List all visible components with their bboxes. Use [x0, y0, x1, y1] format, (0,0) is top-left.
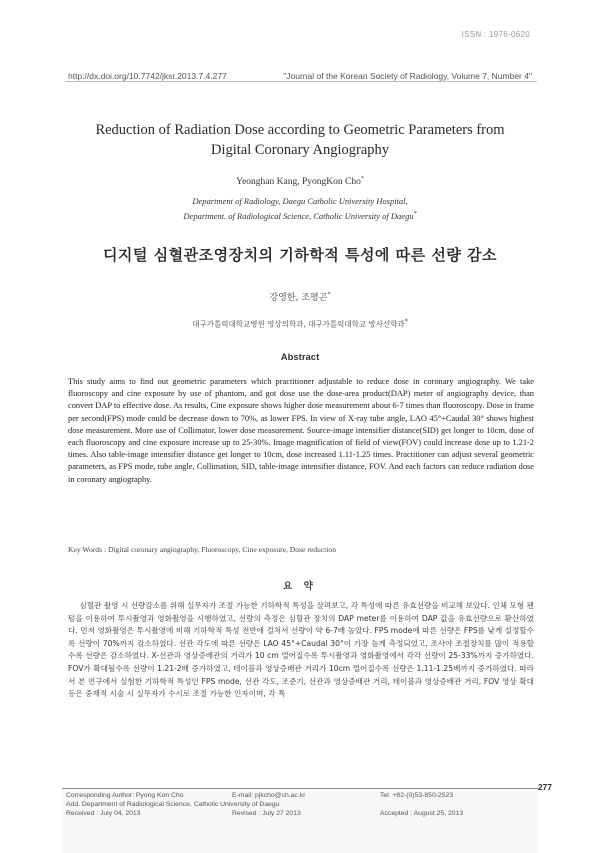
footer-tel: Tel: +82-(0)53-850-2523 [380, 792, 454, 799]
authors-names: Yeonghan Kang, PyongKon Cho [236, 177, 361, 188]
authors [40, 176, 560, 187]
affiliation-mark: * [413, 211, 417, 217]
affiliations [40, 195, 560, 223]
footer-box [62, 788, 538, 853]
korean-authors [40, 290, 560, 303]
title-line-2: Digital Coronary Angiography [210, 142, 389, 158]
footer-accepted: Accepted : August 25, 2013 [380, 810, 464, 817]
abstract-heading: Abstract [280, 352, 320, 363]
korean-affiliations-text: 대구가톨릭대학교병원 영상의학과, 대구가톨릭대학교 방사선학과 [192, 319, 405, 329]
footer-received: Received : July 04, 2013 [66, 810, 141, 817]
paper-title [40, 120, 560, 160]
korean-authors-mark: * [327, 291, 331, 298]
affiliation-line-1: Department of Radiology, Daegu Catholic University Hospital, [192, 196, 408, 206]
korean-affiliations-mark: * [404, 318, 408, 325]
footer-address: Add. Department of Radiological Science, Catholic University of Daegu [66, 801, 280, 808]
footer-corresponding: Corresponding Author: Pyong Kon Cho [66, 792, 184, 799]
title-line-1: Reduction of Radiation Dose according to Geometric Parameters from [95, 122, 505, 138]
footer-email: E-mail: pjkcho@ch.ac.kr [232, 792, 306, 799]
journal-name: "Journal of the Korean Society of Radiology, Volume 7, Number 4" [283, 71, 532, 81]
korean-authors-names: 강영한, 조평곤 [269, 293, 328, 303]
affiliation-line-2: Department. of Radiological Science, Catholic University of Daegu [183, 210, 414, 221]
abstract-body: This study aims to find out geometric parameters which practitioner adjustable to reduce dose in coronary angiography. We take fluoroscopy and cine exposure by use of phantom, and got dose use the dose-area product(DAP) meter of angiography device, than convert DAP to effective dose. As results, Cine exposure shows higher dose measurement about 6-7 times than fluoroscopy. Dose in frame per second(FPS) mode could be decrease down to 70%, as lower FPS. In view of X-ray tube angle, LAO 45°+Caudal 30° shows highest dose measurement. More use of Collimator, lower dose measurement. Source-image intensifier distance(SID) get longer to 10cm, dose of each fluoroscopy and cine exposure increase up to 25-30%. Image magnification of field of view(FOV) could increase dose up to 1.21-2 times. Also table-image intensifier distance get longer to 10cm, dose increased 1.11-1.25 times. Practitioner can adjust several geometric parameters, as FPS mode, tube angle, Collimation, SID, table-image intensifier distance, FOV. And each factors can reduce radiation dose in coronary angiography. [68, 377, 534, 484]
keywords: Key Words : Digital coronary angiography, Fluoroscopy, Cine exposure, Dose reduction [68, 545, 336, 554]
korean-affiliations [40, 318, 560, 330]
doi-link[interactable]: http://dx.doi.org/10.7742/jksr.2013.7.4.277 [68, 71, 227, 81]
header-divider [65, 81, 537, 82]
issn-label: ISSN : 1976-0620 [461, 30, 530, 39]
korean-title: 디지털 심혈관조영장치의 기하학적 특성에 따른 선량 감소 [102, 246, 498, 264]
footer-revised: Revised : July 27 2013 [232, 810, 301, 817]
authors-mark: * [360, 176, 364, 182]
page-number: 277 [537, 782, 552, 792]
korean-abstract-heading: 요 약 [283, 581, 317, 592]
korean-abstract-body: 심혈관 촬영 시 선량감소를 위해 실무자가 조절 가능한 기하학적 특성을 살펴보고, 각 특성에 따른 유효선량을 비교해 보았다. 인체 모형 팬텀을 이용하여 투시촬영과 영화촬영을 시행하였고, 선량의 측정은 심혈관 장치의 DAP meter를 이용하여 DAP 값을 유효선량으로 환산하였다. 먼저 영화촬영은 투시촬영에 비해 기하학적 특성 전반에 걸쳐서 선량이 약 6-7배 높았다. FPS mode에 따른 선량은 FPS를 낮게 설정할수록 선량이 70%까지 감소하였다. 선관 각도에 따른 선량은 LAO 45°+Caudal 30°이 가장 높게 측정되었고, 조사야 조절장치를 많이 적용할수록 선량은 감소하였다. X-선관과 영상증배관의 거리가 10 cm 멀어질수록 투시촬영과 영화촬영에서 각각 선량이 25-33%까지 증가하였다. FOV가 확대될수록 선량이 1.21-2배 증가하였고, 테이블과 영상증배관 거리가 10cm 멀어질수록 선량은 1.11-1.25배까지 증가하였다. 따라서 본 연구에서 실험한 기하학적 특성인 FPS mode, 선관 각도, 조준기, 선관과 영상증배관 거리, 테이블과 영상증배관 거리, FOV 영상 확대 등은 중재적 시술 시 실무자가 수시로 조절 가능한 인자이며, 각 특 [68, 601, 535, 699]
